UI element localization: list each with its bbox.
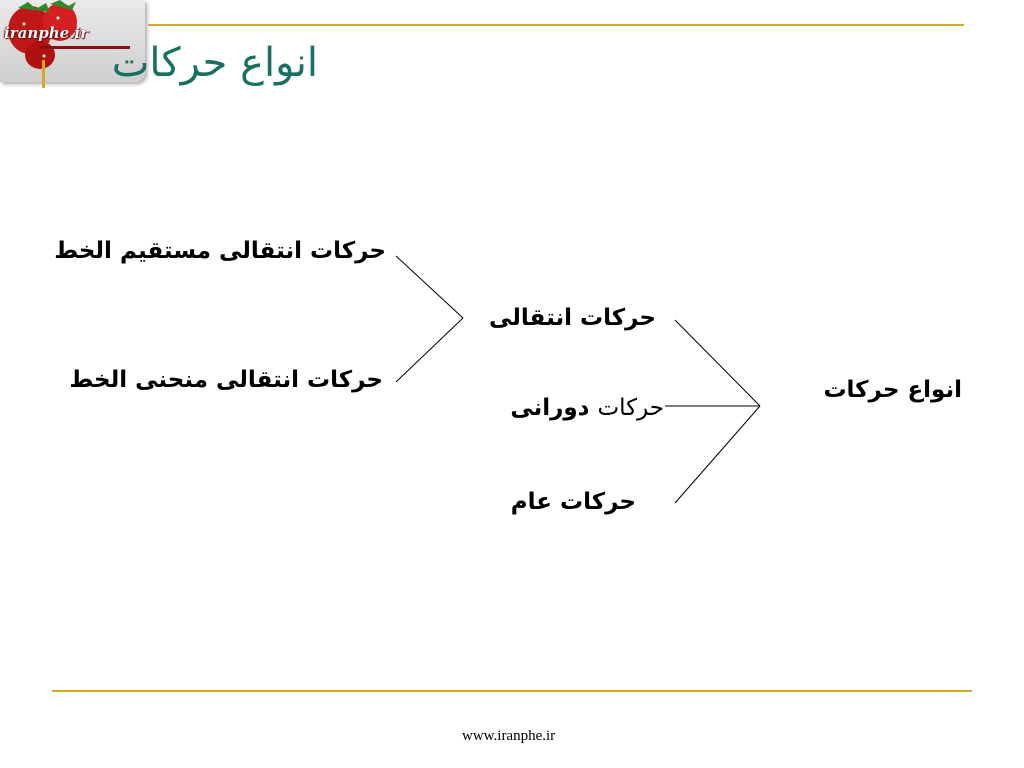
connector-root-general [675,406,760,503]
node-rotational-suffix: دورانی [510,395,590,421]
connector-translational-curvilinear [396,318,463,382]
bottom-divider [52,690,972,692]
footer-url[interactable]: www.iranphe.ir [462,728,556,744]
node-translational: حرکات انتقالی [488,305,656,331]
node-general: حرکات عام [510,489,636,515]
page-title: انواع حرکات [111,40,318,86]
node-rotational [510,395,664,421]
connector-translational-rectilinear [396,256,463,318]
connector-root-translational [675,320,760,406]
logo-text: iranphe.ir [4,24,88,42]
node-root: انواع حرکات [823,377,962,403]
node-rectilinear: حرکات انتقالی مستقیم الخط [54,238,386,264]
node-curvilinear: حرکات انتقالی منحنی الخط [69,367,383,393]
node-rotational-prefix: حرکات [597,395,664,421]
